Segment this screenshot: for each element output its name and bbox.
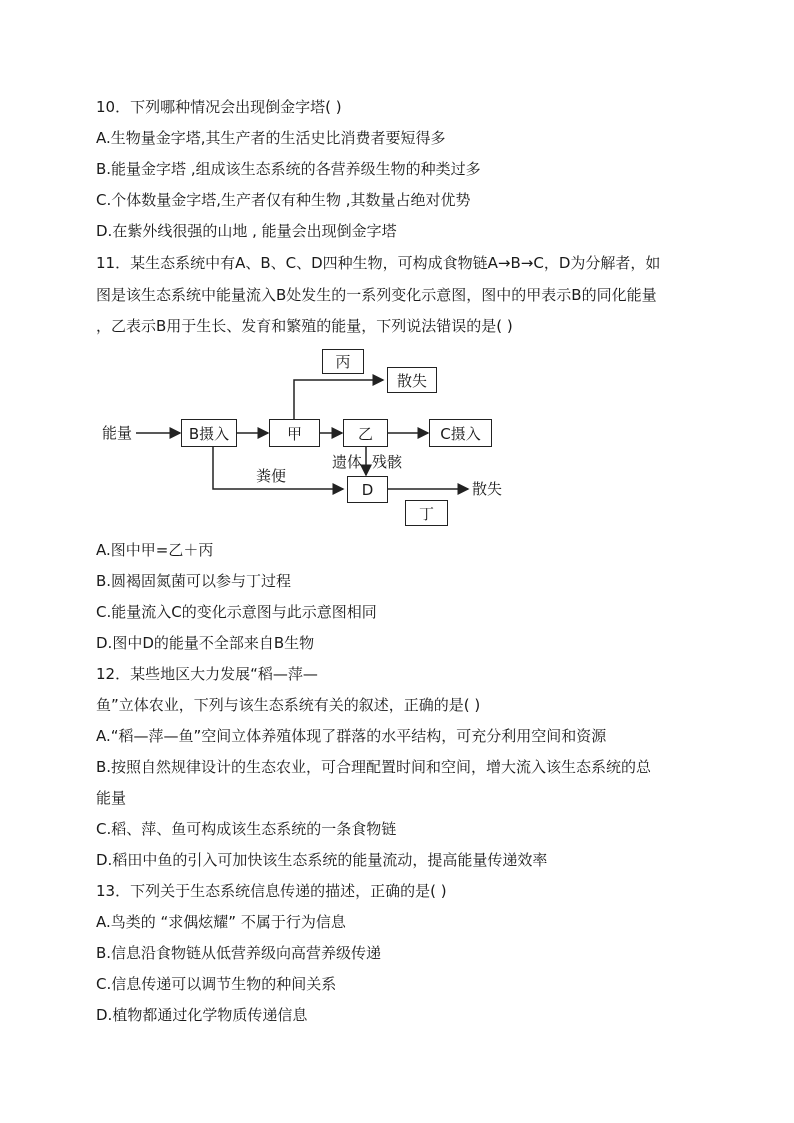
sanshi-top-box [387,367,437,393]
q11-stem-line3: ，乙表示B用于生长、发育和繁殖的能量，下列说法错误的是( ) [96,317,513,335]
q11-stem-line2: 图是该生态系统中能量流入B处发生的一系列变化示意图，图中的甲表示B的同化能量 [96,286,657,304]
yi-label: 乙 [357,424,373,443]
q10-option-a: A.生物量金字塔,其生产者的生活史比消费者要短得多 [96,129,446,147]
canhai-label: 残骸 [372,453,403,471]
q10-option-c: C.个体数量金字塔,生产者仅有种生物 ,其数量占绝对优势 [96,191,471,209]
bing-box [322,349,364,374]
q11-option-a: A.图中甲=乙＋丙 [96,541,214,559]
c-intake-box [429,419,492,447]
q10-stem: 10．下列哪种情况会出现倒金字塔( ) [96,98,342,116]
yiti-label: 遗体 [332,453,363,471]
b-intake-box [181,419,237,447]
q13-option-c: C.信息传递可以调节生物的种间关系 [96,975,337,993]
q12-option-a: A.“稻—萍—鱼”空间立体养殖体现了群落的水平结构，可充分利用空间和资源 [96,727,607,745]
ding-box [405,500,448,526]
q12-stem-line2: 鱼”立体农业，下列与该生态系统有关的叙述，正确的是( ) [96,696,481,714]
jia-box [269,419,320,447]
sanshi-top-label: 散失 [396,371,427,390]
ding-label: 丁 [418,504,434,523]
d-label: D [361,480,374,499]
bing-label: 丙 [335,353,351,371]
energy-flow-diagram [96,345,516,530]
q12-option-b-line2: 能量 [96,789,127,807]
q10-option-d: D.在紫外线很强的山地 , 能量会出现倒金字塔 [96,222,397,240]
jia-label: 甲 [286,424,302,443]
q11-option-d: D.图中D的能量不全部来自B生物 [96,634,315,652]
q13-option-d: D.植物都通过化学物质传递信息 [96,1006,308,1024]
yi-box [343,419,388,447]
b-intake-label: B摄入 [188,424,230,443]
q13-option-b: B.信息沿食物链从低营养级向高营养级传递 [96,944,382,962]
d-box [347,476,388,503]
q11-option-b: B.圆褐固氮菌可以参与丁过程 [96,572,292,590]
q12-option-d: D.稻田中鱼的引入可加快该生态系统的能量流动，提高能量传递效率 [96,851,548,869]
energy-label: 能量 [102,424,133,442]
c-intake-label: C摄入 [440,424,481,443]
q12-option-c: C.稻、萍、鱼可构成该生态系统的一条食物链 [96,820,397,838]
q12-stem-line1: 12．某些地区大力发展“稻—萍— [96,665,318,683]
q13-stem: 13．下列关于生态系统信息传递的描述，正确的是( ) [96,882,447,900]
q13-option-a: A.鸟类的 “求偶炫耀” 不属于行为信息 [96,913,346,931]
fenbian-label: 粪便 [256,467,287,485]
q11-stem-line1: 11．某生态系统中有A、B、C、D四种生物，可构成食物链A→B→C，D为分解者，如 [96,254,661,272]
sanshi-bottom-label: 散失 [472,480,503,498]
q10-option-b: B.能量金字塔 ,组成该生态系统的各营养级生物的种类过多 [96,160,481,178]
q11-option-c: C.能量流入C的变化示意图与此示意图相同 [96,603,377,621]
q12-option-b-line1: B.按照自然规律设计的生态农业，可合理配置时间和空间，增大流入该生态系统的总 [96,758,652,776]
